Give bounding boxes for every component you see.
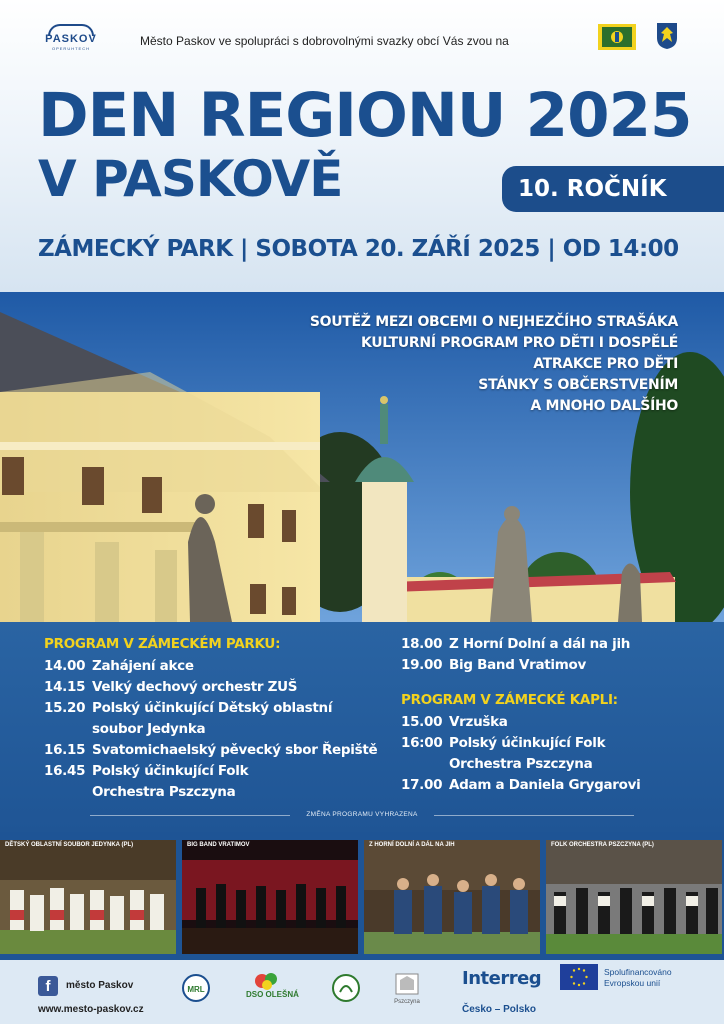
- svg-text:MRL: MRL: [187, 985, 205, 994]
- band-photo-jedynka: [0, 840, 176, 954]
- interreg-logo: Interreg: [462, 968, 542, 989]
- band-caption: DĚTSKÝ OBLASTNÍ SOUBOR JEDYNKA (PL): [5, 842, 134, 848]
- program-name: Polský účinkující Dětský oblastní: [92, 700, 333, 716]
- program-row: [44, 698, 377, 719]
- band-photo-big-band: [182, 840, 358, 954]
- program-time: 15.00: [401, 714, 443, 730]
- event-title: DEN REGIONU 2025: [38, 80, 692, 151]
- svg-text:Pszczyna: Pszczyna: [394, 999, 420, 1005]
- program-time: [401, 754, 449, 775]
- region-crest-icon: [598, 24, 636, 50]
- program-row: [401, 655, 640, 676]
- program-time: 16:00: [401, 735, 443, 751]
- highlight-item: KULTURNÍ PROGRAM PRO DĚTI I DOSPĚLÉ: [360, 335, 678, 351]
- program-name: Polský účinkující Folk: [449, 735, 606, 751]
- program-name: Polský účinkující Folk: [92, 763, 249, 779]
- band-caption: BIG BAND VRATIMOV: [187, 842, 250, 848]
- program-time: 14.15: [44, 679, 86, 695]
- program-time: 18.00: [401, 636, 443, 652]
- band-caption: FOLK ORCHESTRA PSZCZYNA (PL): [551, 842, 654, 848]
- region-logo-icon: [332, 974, 360, 1002]
- program-name: Zahájení akce: [92, 658, 194, 674]
- pszczyna-logo-icon: [392, 972, 422, 1012]
- program-time: [44, 782, 92, 803]
- program-time: 16.45: [44, 763, 86, 779]
- program-row: [44, 782, 377, 803]
- band-photo-z-horni-dolni: [364, 840, 540, 954]
- program-time: [44, 719, 92, 740]
- program-time: 19.00: [401, 657, 443, 673]
- program-row: [44, 677, 377, 698]
- eu-cofinanced-text: Spolufinancováno Evropskou unií: [604, 967, 672, 988]
- program-row: [401, 712, 640, 733]
- program-name: Big Band Vratimov: [449, 657, 586, 673]
- header: [0, 0, 724, 292]
- program-row: [401, 775, 640, 796]
- event-title-location: V PASKOVĚ: [38, 150, 343, 208]
- program-time: 15.20: [44, 700, 86, 716]
- program-time: 16.15: [44, 742, 86, 758]
- highlight-item: A MNOHO DALŠÍHO: [530, 398, 678, 414]
- dso-olesna-logo-icon: [254, 972, 280, 990]
- event-details: ZÁMECKÝ PARK | SOBOTA 20. ZÁŘÍ 2025 | OD 14:00: [38, 236, 679, 262]
- edition-badge: 10. ROČNÍK: [502, 166, 724, 212]
- park-program-heading: PROGRAM V ZÁMECKÉM PARKU:: [44, 636, 281, 652]
- invite-text: Město Paskov ve spolupráci s dobrovolnými svazky obcí Vás zvou na: [140, 34, 509, 48]
- facebook-link[interactable]: město Paskov: [66, 980, 134, 991]
- interreg-program: Česko – Polsko: [462, 1004, 536, 1015]
- logo-sub: OPERUHTECH: [51, 46, 90, 51]
- moravian-silesian-crest-icon: [656, 22, 678, 50]
- program-row: [44, 719, 377, 740]
- program-name: soubor Jedynka: [92, 721, 206, 737]
- program-name: Adam a Daniela Grygarovi: [449, 777, 641, 793]
- highlight-item: ATRAKCE PRO DĚTI: [533, 356, 678, 372]
- program-name: Svatomichaelský pěvecký sbor Řepiště: [92, 742, 378, 758]
- program-row: [44, 761, 377, 782]
- program-name: Z Horní Dolní a dál na jih: [449, 636, 631, 652]
- paskov-logo: [40, 24, 102, 52]
- mrl-logo-icon: [182, 974, 210, 1002]
- program-row: [401, 733, 640, 754]
- band-photos: [0, 832, 724, 960]
- chapel-program-heading: PROGRAM V ZÁMECKÉ KAPLI:: [401, 692, 618, 708]
- highlight-item: STÁNKY S OBČERSTVENÍM: [478, 377, 678, 393]
- website-link[interactable]: www.mesto-paskov.cz: [38, 1004, 144, 1015]
- logo-name: PASKOV: [45, 33, 97, 45]
- facebook-icon[interactable]: f: [38, 976, 58, 996]
- band-photo-folk-orchestra: [546, 840, 722, 954]
- program-row: [44, 740, 377, 761]
- program-row: [401, 754, 640, 775]
- dso-olesna-label: DSO OLEŠNÁ: [246, 990, 299, 999]
- program-row: [401, 634, 640, 655]
- footer: [0, 960, 724, 1024]
- band-caption: Z HORNÍ DOLNÍ A DÁL NA JIH: [369, 842, 455, 848]
- program-change-note: ZMĚNA PROGRAMU VYHRAZENA: [0, 811, 724, 818]
- eu-flag-icon: [560, 964, 598, 990]
- program-section: [0, 622, 724, 832]
- program-row: [44, 656, 377, 677]
- program-time: 14.00: [44, 658, 86, 674]
- program-name: Vrzuška: [449, 714, 508, 730]
- program-name: Orchestra Pszczyna: [449, 756, 593, 772]
- highlights-list: [310, 312, 678, 417]
- highlight-item: SOUTĚŽ MEZI OBCEMI O NEJHEZČÍHO STRAŠÁKA: [309, 314, 678, 330]
- program-name: Orchestra Pszczyna: [92, 784, 236, 800]
- park-program-continued: [401, 634, 640, 796]
- program-name: Velký dechový orchestr ZUŠ: [92, 679, 298, 695]
- program-time: 17.00: [401, 777, 443, 793]
- park-program: [44, 634, 377, 803]
